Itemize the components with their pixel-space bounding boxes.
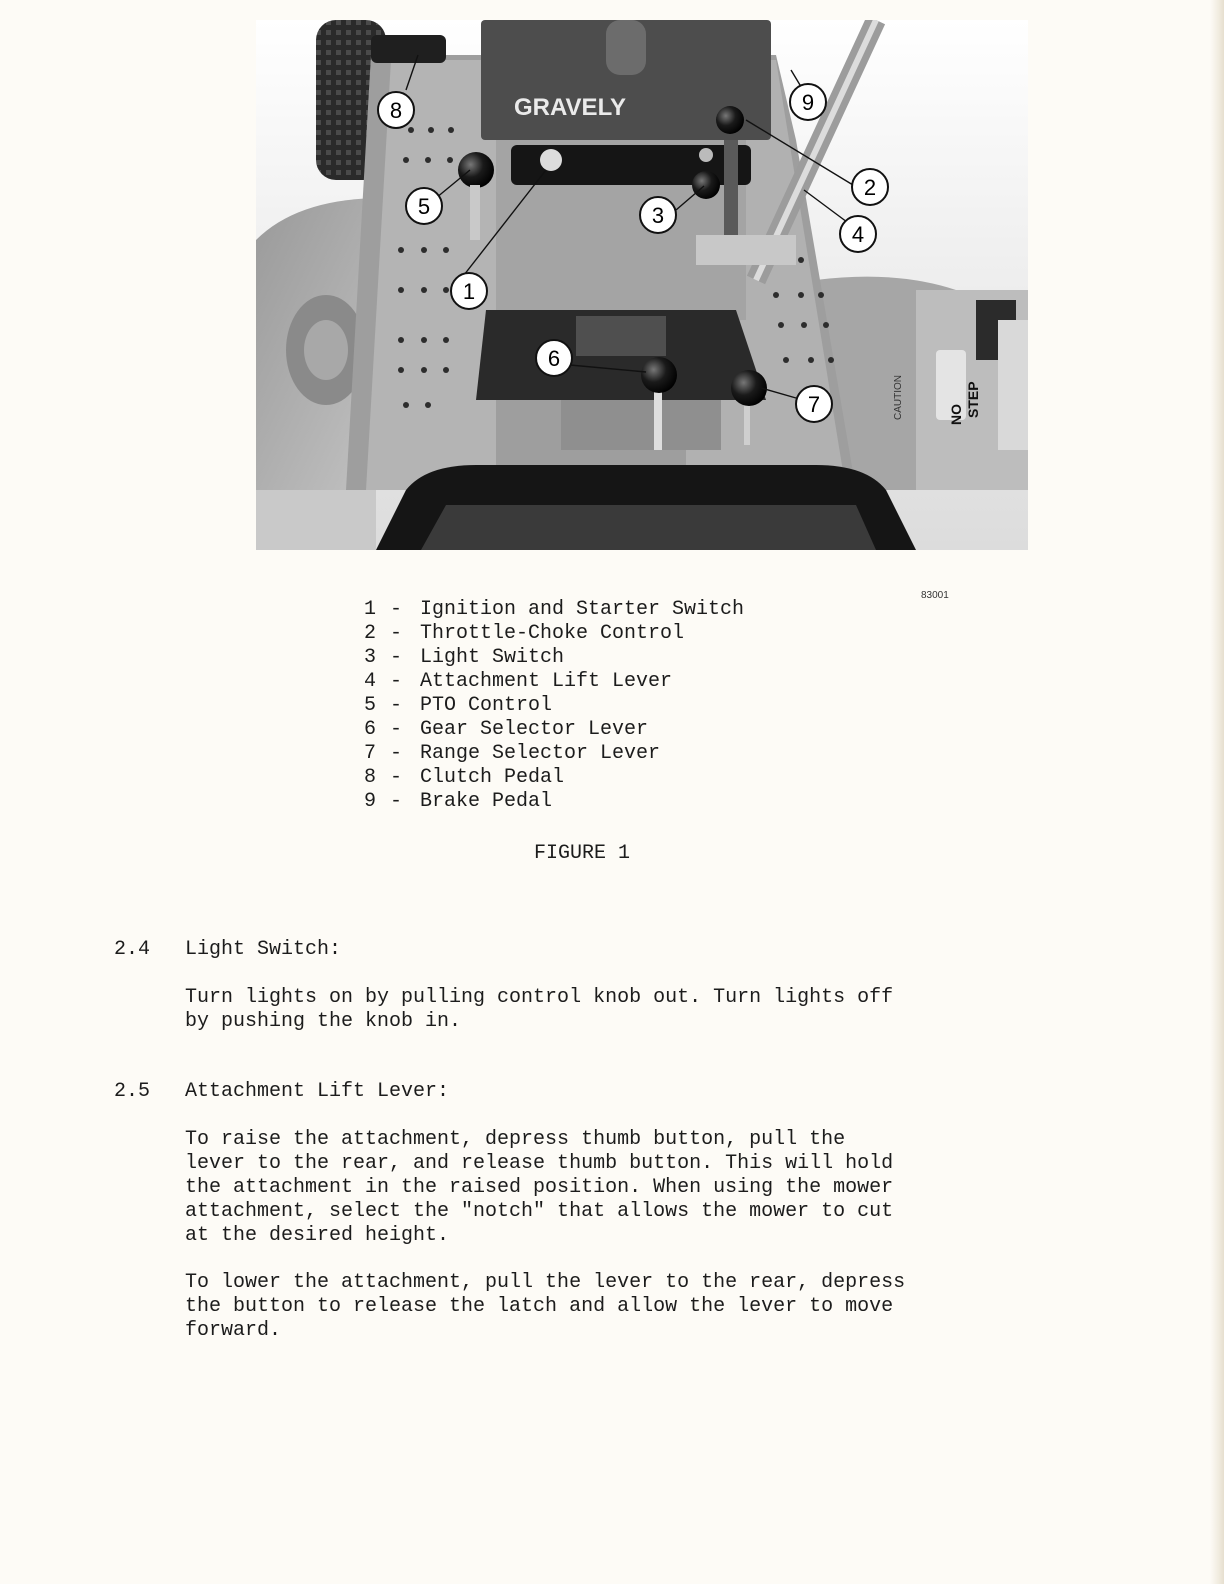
- callout-6: [536, 340, 572, 376]
- page-edge: [1210, 0, 1224, 1584]
- svg-text:2: 2: [863, 175, 877, 200]
- section-number: 2.4: [114, 938, 151, 961]
- legend-item: 2 - Throttle-Choke Control: [364, 622, 685, 645]
- sign-step-label: STEP: [965, 381, 981, 418]
- svg-text:8: 8: [389, 98, 403, 123]
- section-paragraph: Turn lights on by pulling control knob out. Turn lights off by pushing the knob in.: [185, 986, 894, 1033]
- callout-8: [378, 92, 414, 128]
- legend-item: 7 - Range Selector Lever: [364, 742, 661, 765]
- callout-1: [451, 273, 487, 309]
- callout-4: [840, 216, 876, 252]
- svg-text:1: 1: [462, 279, 476, 304]
- legend-item: 8 - Clutch Pedal: [364, 766, 565, 789]
- legend-item: 6 - Gear Selector Lever: [364, 718, 649, 741]
- section-number: 2.5: [114, 1080, 151, 1103]
- brand-label: GRAVELY: [514, 94, 627, 121]
- legend-item: 4 - Attachment Lift Lever: [364, 670, 673, 693]
- svg-text:6: 6: [547, 346, 561, 371]
- legend-item: 3 - Light Switch: [364, 646, 565, 669]
- callout-7: [796, 386, 832, 422]
- section-paragraph: To raise the attachment, depress thumb button, pull the lever to the rear, and release thumb button. This will hold the attachment in the raised position. When using the mower attachment, select the "notch" that allows the mower to cut at the desired height.: [185, 1128, 894, 1247]
- legend-item: 5 - PTO Control: [364, 694, 553, 717]
- figure-title: FIGURE 1: [534, 842, 631, 865]
- sign-no-label: NO: [948, 404, 964, 425]
- section-heading: Light Switch:: [185, 938, 342, 961]
- tractor-controls-photo: [256, 20, 1028, 550]
- svg-text:3: 3: [651, 203, 665, 228]
- section-heading: Attachment Lift Lever:: [185, 1080, 450, 1103]
- svg-text:5: 5: [417, 194, 431, 219]
- figure-legend: [364, 598, 744, 814]
- svg-text:9: 9: [801, 90, 815, 115]
- svg-text:7: 7: [807, 392, 821, 417]
- section-paragraph: To lower the attachment, pull the lever to the rear, depress the button to release the latch and allow the lever to move forward.: [185, 1271, 906, 1342]
- sign-caution-label: CAUTION: [893, 375, 904, 420]
- callout-9: [790, 84, 826, 120]
- callout-2: [852, 169, 888, 205]
- callout-5: [406, 188, 442, 224]
- legend-item: 1 - Ignition and Starter Switch: [364, 598, 745, 621]
- svg-text:4: 4: [851, 222, 865, 247]
- legend-item: 9 - Brake Pedal: [364, 790, 553, 813]
- callout-3: [640, 197, 676, 233]
- photo-code: 83001: [921, 590, 949, 601]
